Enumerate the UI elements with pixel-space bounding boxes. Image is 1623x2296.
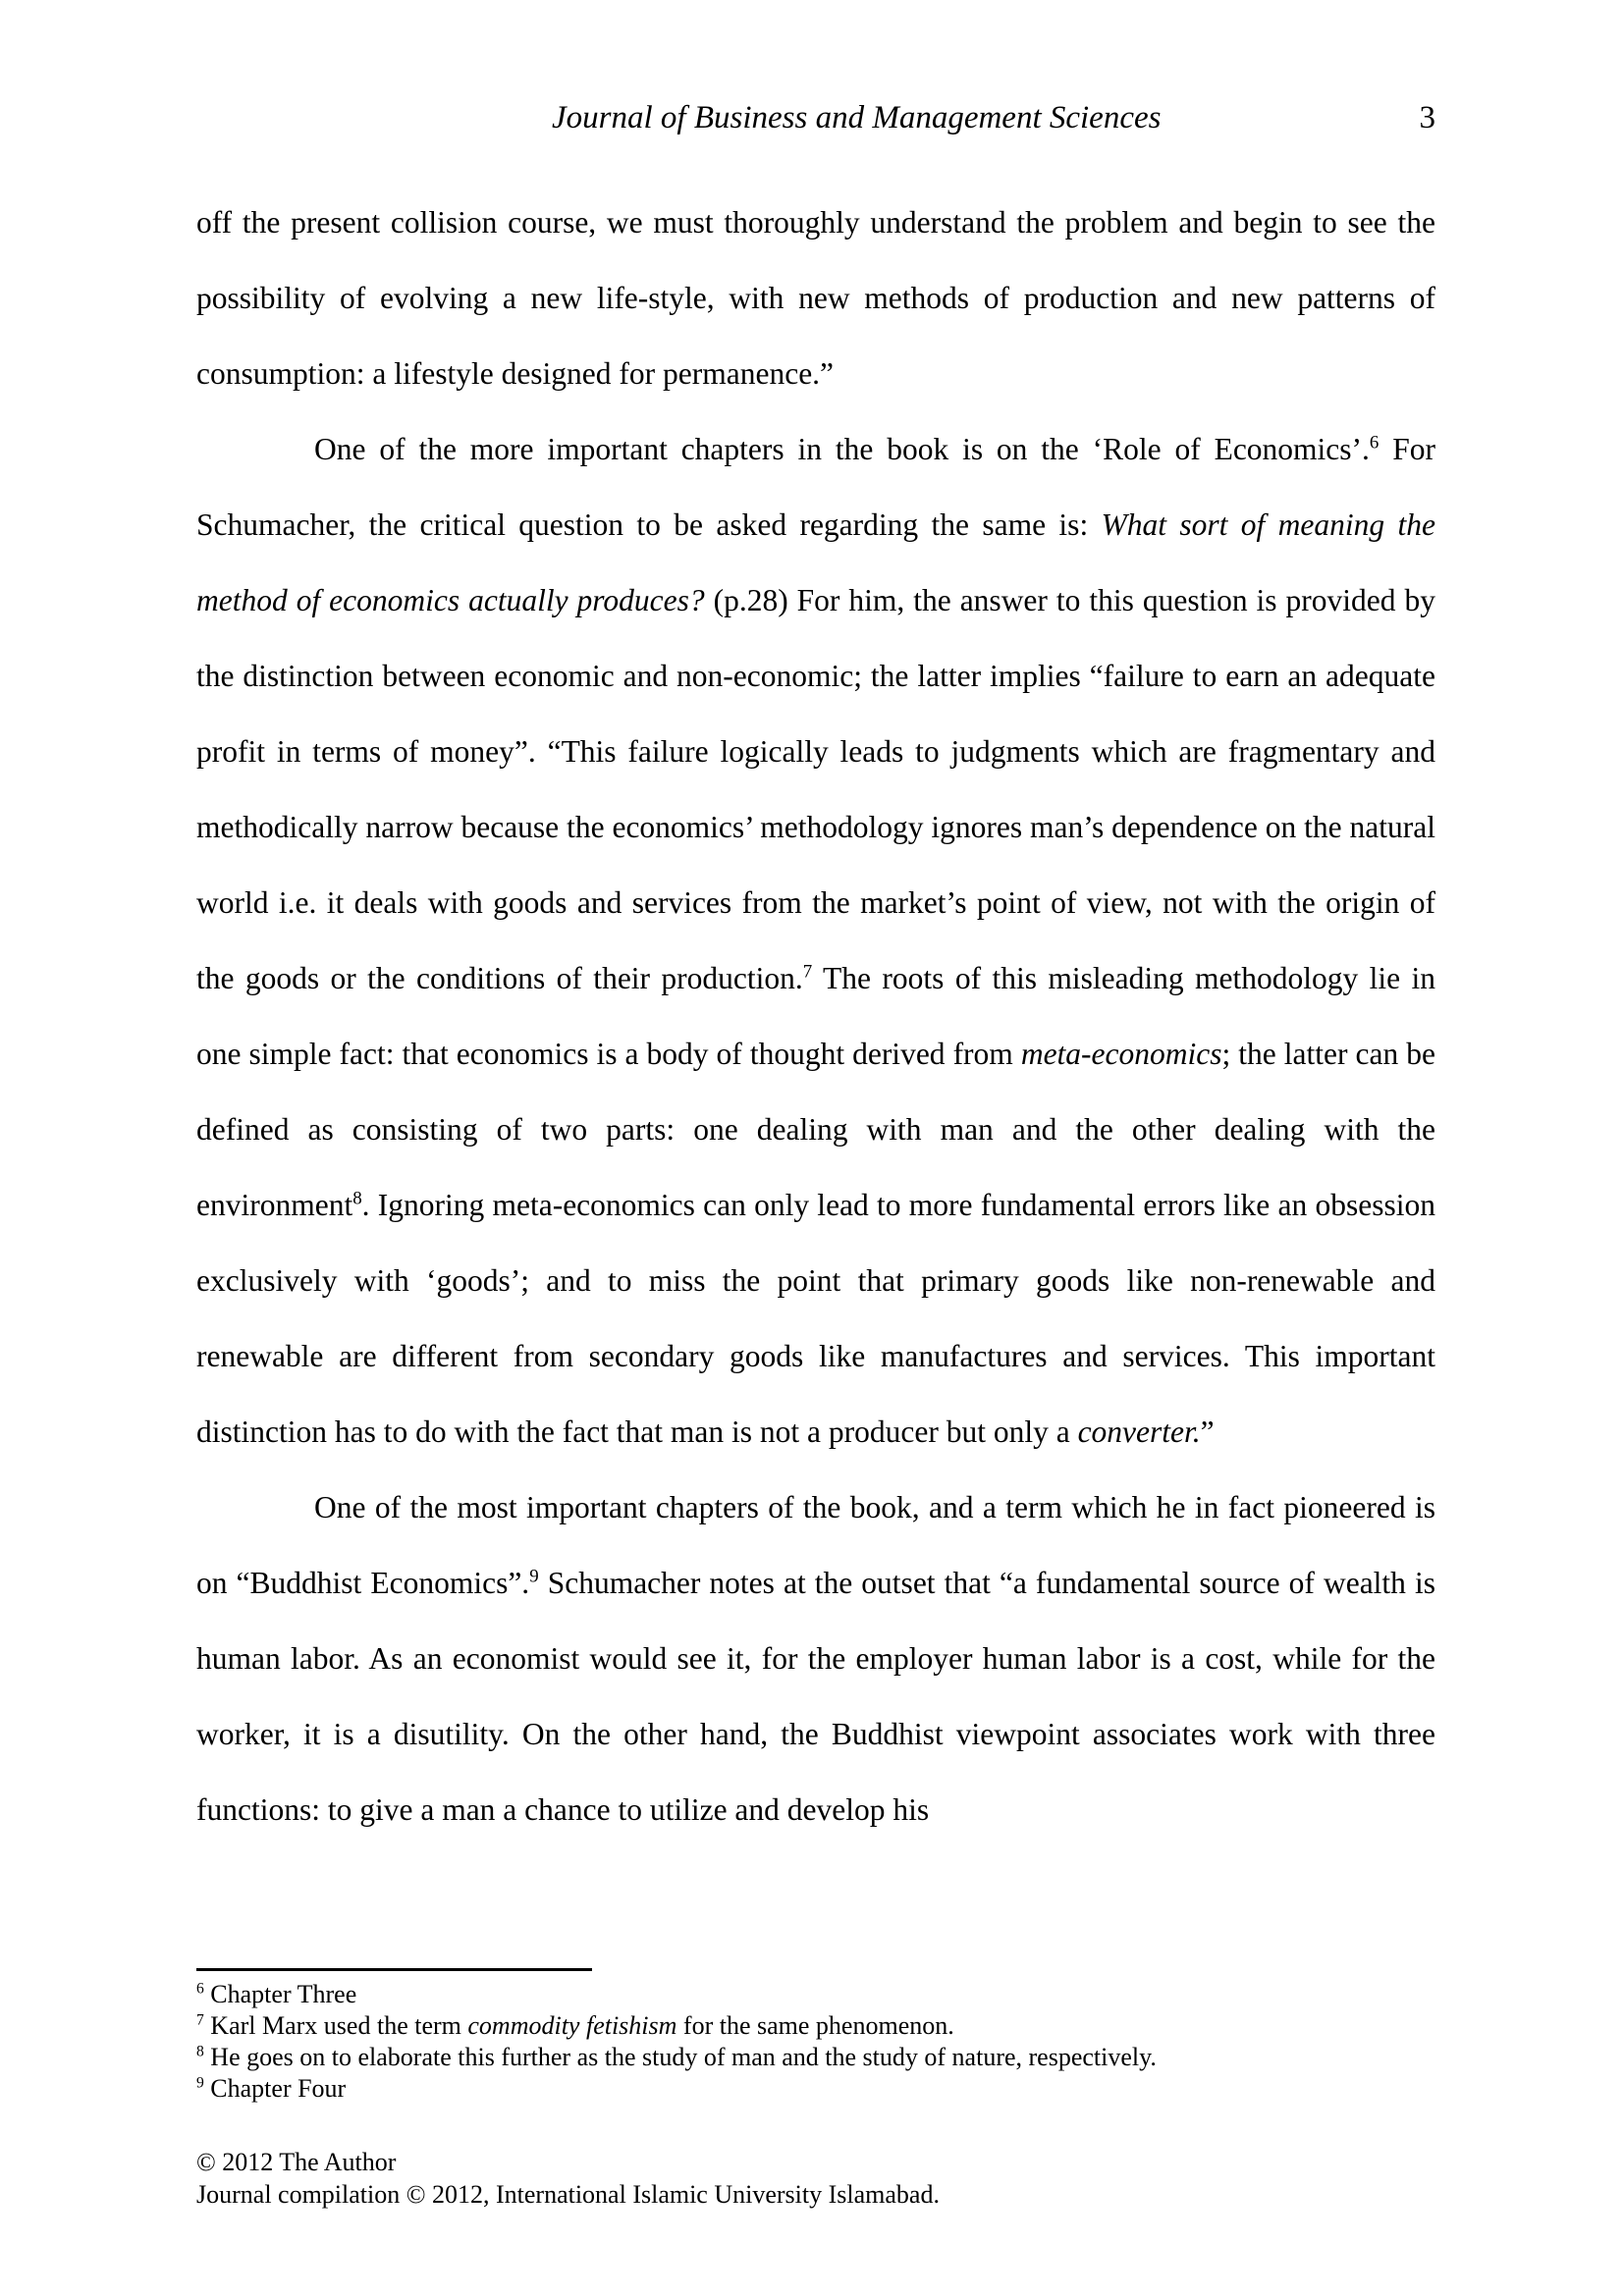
- paragraph-3: [196, 1469, 1435, 1847]
- text-run: For Schumacher, the critical question to be asked regarding the same is:: [196, 432, 1435, 542]
- footnote-ref-7: 7: [802, 961, 813, 983]
- running-header: [196, 100, 1435, 143]
- footnote-text: for the same phenomenon.: [676, 2011, 954, 2040]
- paragraph-1: [196, 185, 1435, 411]
- footnote-ref-8: 8: [352, 1188, 362, 1209]
- footnote-6: [196, 1979, 1435, 2010]
- footnotes: [196, 1979, 1435, 2105]
- footnote-number: 6: [196, 1980, 204, 1998]
- footnote-separator: [196, 1968, 592, 1971]
- footnote-text: Karl Marx used the term: [203, 2011, 468, 2040]
- text-run: (p.28) For him, the answer to this question is provided by the distinction between economic and non-economic; the latter implies “failure to earn an adequate profit in terms of money”. “This failure logically leads to judgments which are fragmentary and methodically narrow because the economics’ methodology ignores man’s dependence on the natural world i.e. it deals with goods and services from the market’s point of view, not with the origin of the goods or the conditions of their production.: [196, 583, 1435, 995]
- footnote-9: [196, 2073, 1435, 2105]
- footnote-7: [196, 2010, 1435, 2042]
- footnote-number: 8: [196, 2043, 204, 2060]
- footnote-ref-9: 9: [529, 1566, 539, 1587]
- text-run: The roots of this misleading methodology lie in one simple fact: that economics is a body of thought derived from: [196, 961, 1435, 1071]
- footnote-ref-6: 6: [1369, 432, 1380, 454]
- copyright-line: © 2012 The Author: [196, 2148, 397, 2176]
- text-run: Schumacher notes at the outset that “a fundamental source of wealth is human labor. As an economist would see it, for the employer human labor is a cost, while for the worker, it is a disutility. On the other hand, the Buddhist viewpoint associates work with three functions: to give a man a chance to utilize and develop his: [196, 1566, 1435, 1827]
- footnote-italic: commodity fetishism: [467, 2011, 677, 2040]
- paragraph-2: [196, 411, 1435, 1469]
- footnote-number: 7: [196, 2011, 204, 2029]
- text-run: . Ignoring meta-economics can only lead to more fundamental errors like an obsession exclusively with ‘goods’; and to miss the point that primary goods like non-renewable and renewable are different from secondary goods like manufactures and services. This important distinction has to do with the fact that man is not a producer but only a: [196, 1188, 1435, 1449]
- footnote-8: [196, 2042, 1435, 2073]
- text-run: off the present collision course, we must thoroughly understand the problem and begin to see the possibility of evolving a new life-style, with new methods of production and new patterns of consumption: a lifestyle designed for permanence.”: [196, 205, 1435, 391]
- main-text: [196, 185, 1435, 1847]
- italic-term: meta-economics: [1020, 1037, 1222, 1071]
- text-run: One of the more important chapters in the book is on the ‘Role of Economics’.: [314, 432, 1370, 466]
- footnote-number: 9: [196, 2074, 204, 2092]
- page-number: 3: [1419, 100, 1435, 135]
- italic-question: What sort of meaning the method of economics actually produces?: [196, 507, 1435, 617]
- page-footer: [196, 2146, 1435, 2211]
- text-run: ”: [1200, 1415, 1215, 1449]
- text-run: One of the most important chapters of the book, and a term which he in fact pioneered is on “Buddhist Economics”.: [196, 1490, 1435, 1600]
- journal-title: Journal of Business and Management Sciences: [552, 100, 1162, 135]
- italic-term: converter.: [1077, 1415, 1201, 1449]
- text-run: ; the latter can be defined as consisting of two parts: one dealing with man and the other dealing with the environment: [196, 1037, 1435, 1222]
- footnote-text: Chapter Four: [203, 2074, 347, 2103]
- footnote-text: He goes on to elaborate this further as the study of man and the study of nature, respectively.: [203, 2043, 1157, 2071]
- footnote-text: Chapter Three: [203, 1980, 357, 2008]
- journal-compilation-line: Journal compilation © 2012, International Islamic University Islamabad.: [196, 2180, 940, 2209]
